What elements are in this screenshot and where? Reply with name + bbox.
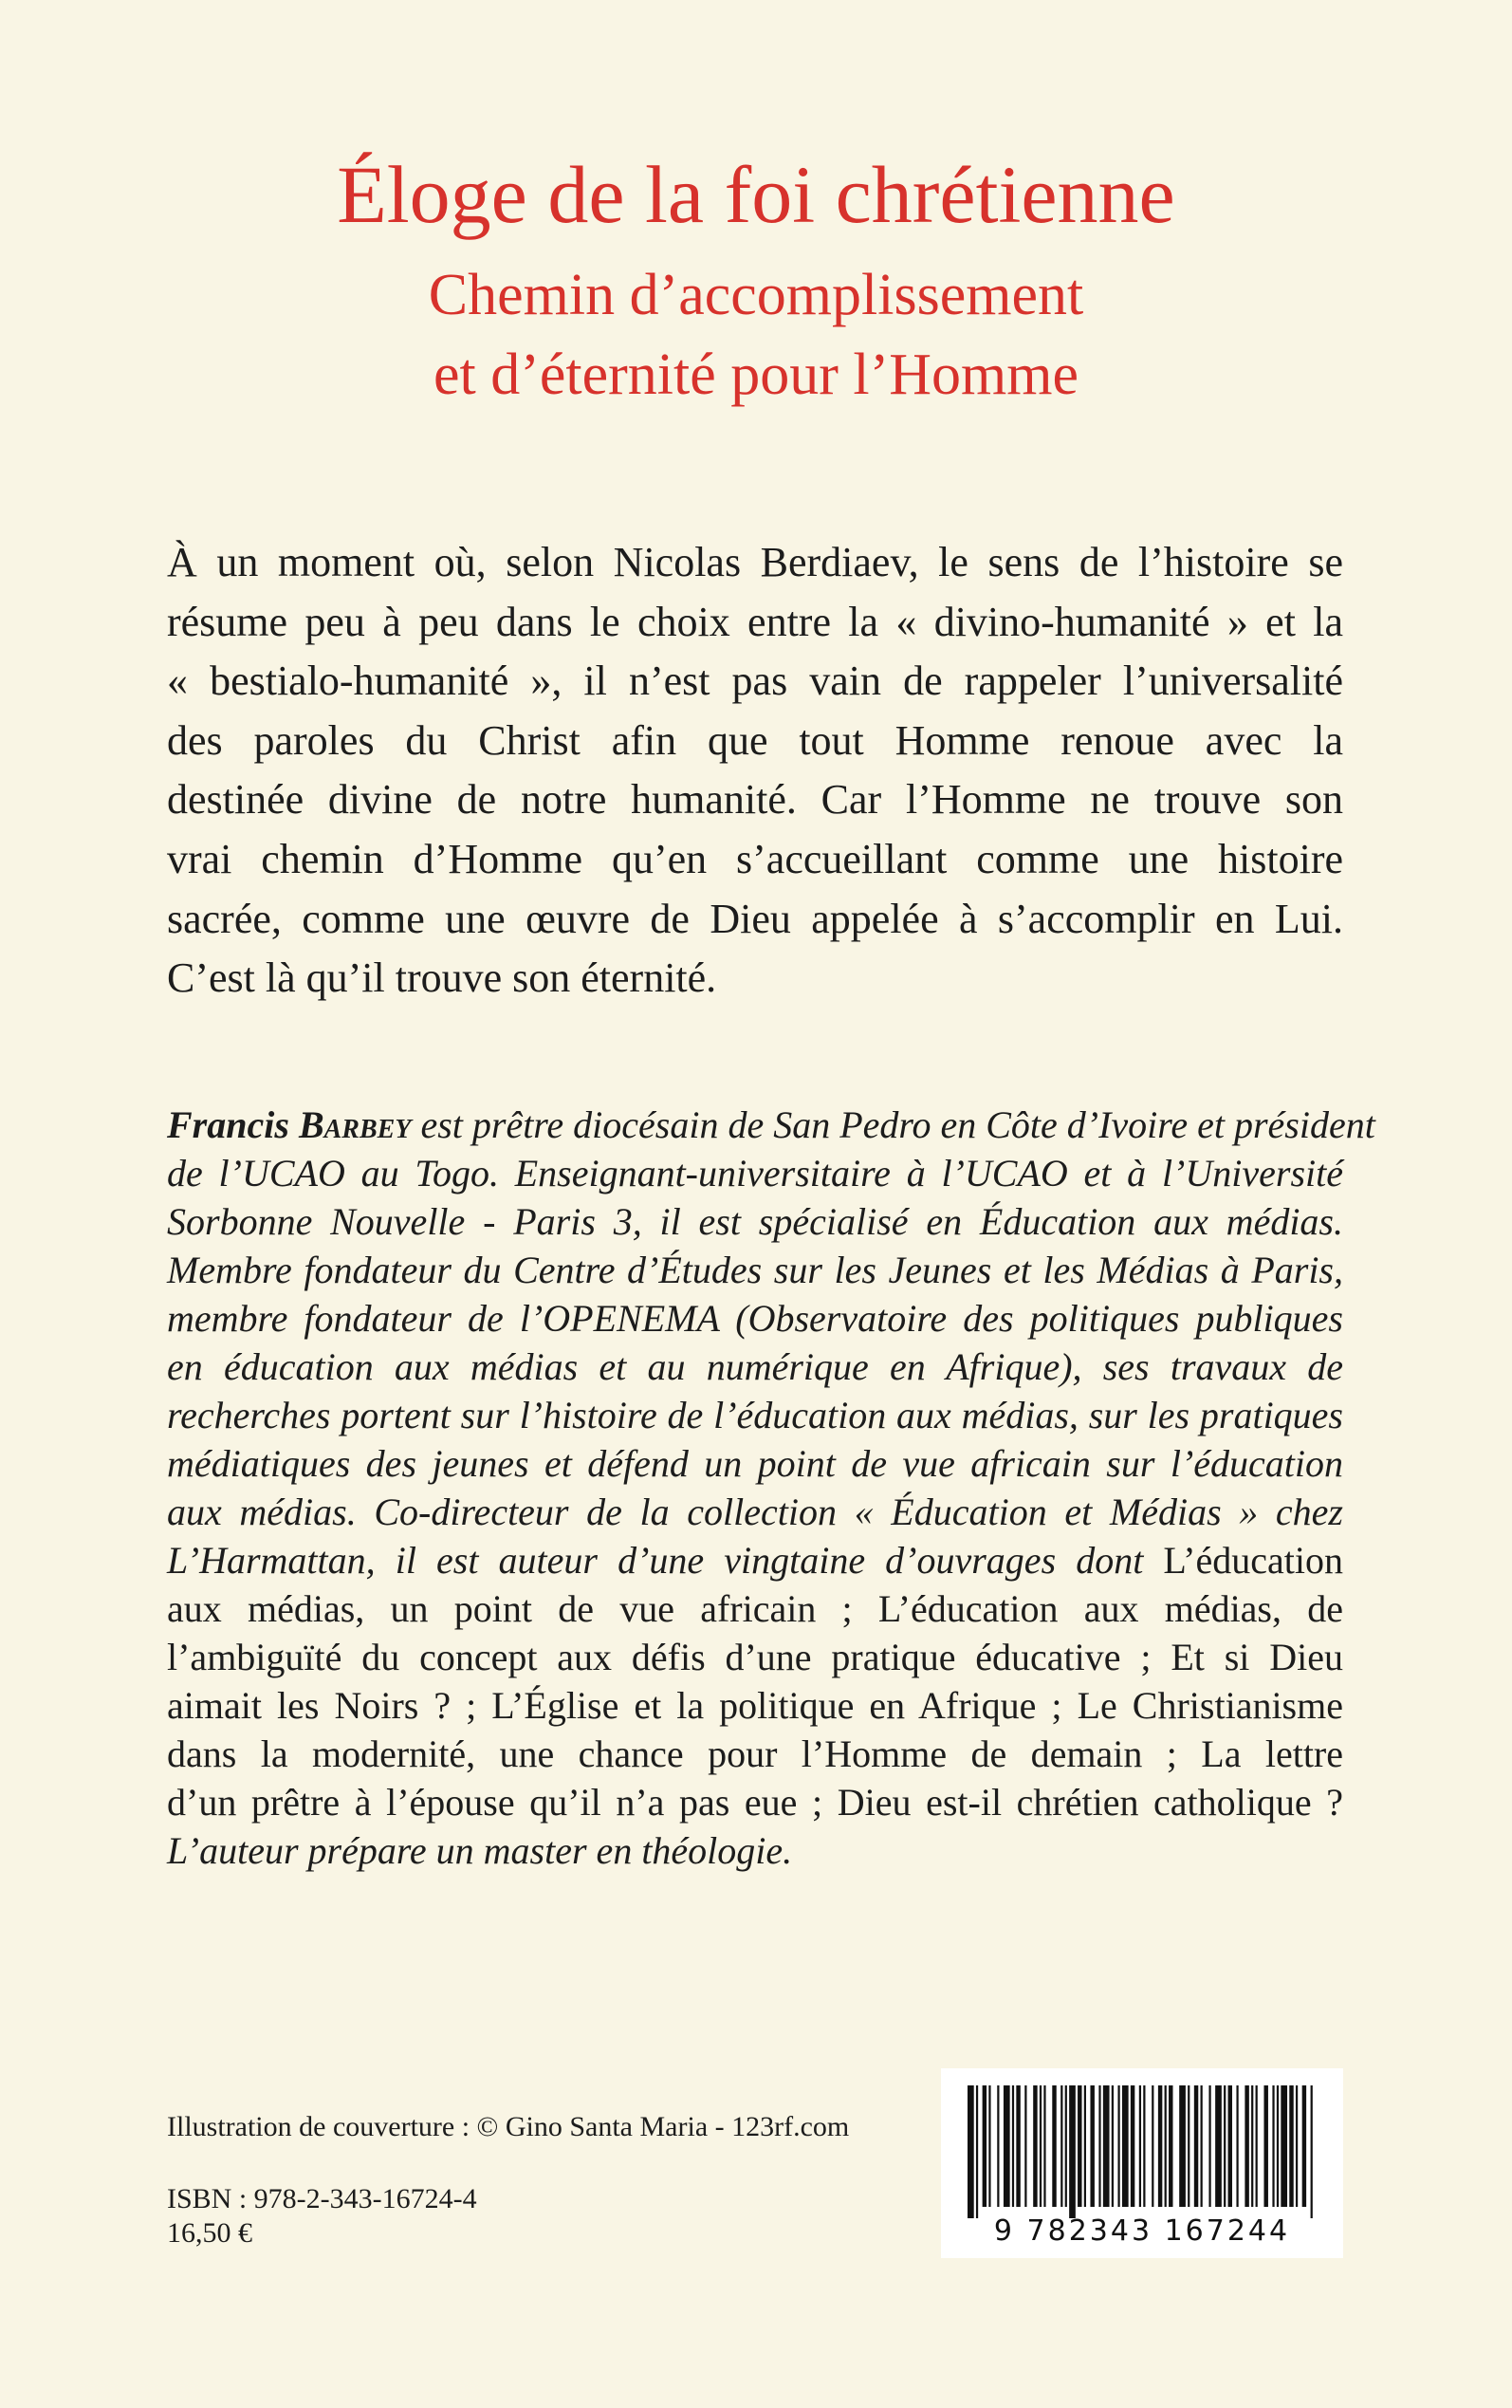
barcode-bar — [1228, 2085, 1232, 2207]
barcode-number: 9 782343 167244 — [993, 2214, 1291, 2248]
barcode-bar — [1256, 2085, 1258, 2207]
book-subtitle — [0, 255, 1512, 415]
bio-line — [167, 1101, 1375, 1149]
summary-line: À un moment où, selon Nicolas Berdiaev, le sens de l’histoire se — [167, 539, 1343, 585]
barcode — [941, 2068, 1343, 2258]
barcode-bar — [1139, 2085, 1141, 2207]
summary-line: C’est là qu’il trouve son éternité. — [167, 954, 717, 1002]
barcode-bar — [1040, 2085, 1042, 2207]
barcode-bar — [1012, 2085, 1014, 2207]
barcode-bar — [1289, 2085, 1293, 2207]
bio-line-1-rest: est prêtre diocésain de San Pedro en Côte d’Ivoire et président — [411, 1103, 1375, 1146]
barcode-bar — [1131, 2085, 1134, 2207]
summary-line: des paroles du Christ afin que tout Homme renoue avec la — [167, 716, 1343, 764]
barcode-bar — [983, 2085, 986, 2207]
barcode-bar — [1194, 2085, 1198, 2207]
summary-line: sacrée, comme une œuvre de Dieu appelée à s’accomplir en Lui. — [167, 895, 1343, 942]
barcode-bar — [1143, 2085, 1145, 2207]
bio-mixed-roman: L’éducation — [1163, 1539, 1343, 1582]
barcode-bar — [1103, 2085, 1110, 2207]
barcode-bar — [1272, 2085, 1274, 2207]
bio-line: en éducation aux médias et au numérique en Afrique), ses travaux de — [167, 1345, 1343, 1388]
bio-line: dans la modernité, une chance pour l’Homme de demain ; La lettre — [167, 1732, 1343, 1775]
author-last-name: Barbey — [298, 1103, 412, 1146]
barcode-bar — [1033, 2085, 1037, 2207]
barcode-bar — [1251, 2085, 1253, 2207]
price: 16,50 € — [167, 2217, 252, 2249]
book-summary — [167, 533, 1343, 1009]
barcode-bar — [1112, 2085, 1114, 2207]
barcode-bar — [1245, 2085, 1248, 2207]
barcode-bar — [1277, 2085, 1279, 2207]
summary-line: résume peu à peu dans le choix entre la « divino-humanité » et la — [167, 598, 1343, 645]
author-first-name: Francis — [167, 1103, 299, 1146]
book-title: Éloge de la foi chrétienne — [337, 149, 1175, 240]
barcode-bar — [1098, 2085, 1100, 2207]
barcode-bar — [1236, 2085, 1238, 2207]
subtitle-line-2: et d’éternité pour l’Homme — [433, 343, 1079, 407]
isbn: ISBN : 978-2-343-16724-4 — [167, 2183, 477, 2214]
author-bio — [167, 1101, 1375, 1875]
bio-line: recherches portent sur l’histoire de l’éducation aux médias, sur les pratiques — [167, 1394, 1343, 1436]
barcode-bar — [1084, 2085, 1086, 2207]
bio-line — [167, 1536, 1343, 1584]
bio-line: aux médias. Co-directeur de la collection « Éducation et Médias » chez — [167, 1491, 1343, 1533]
barcode-bar — [1179, 2085, 1186, 2207]
barcode-bar — [1152, 2085, 1153, 2207]
summary-line: vrai chemin d’Homme qu’en s’accueillant comme une histoire — [167, 835, 1343, 882]
barcode-bar — [1060, 2085, 1062, 2207]
title-block — [0, 147, 1512, 415]
barcode-bar — [1024, 2085, 1026, 2207]
barcode-bar — [1281, 2085, 1287, 2207]
barcode-bar — [1158, 2085, 1162, 2207]
barcode-bar — [997, 2085, 999, 2207]
barcode-bar — [1188, 2085, 1189, 2207]
barcode-bar — [1302, 2085, 1306, 2207]
barcode-bar — [1296, 2085, 1298, 2207]
summary-line: destinée divine de notre humanité. Car l’Homme ne trouve son — [167, 776, 1343, 824]
barcode-bar — [988, 2085, 990, 2207]
barcode-bar — [1078, 2085, 1081, 2207]
barcode-bar — [1263, 2085, 1267, 2207]
bio-line: membre fondateur de l’OPENEMA (Observatoire des politiques publiques — [167, 1297, 1343, 1340]
bio-closing: L’auteur prépare un master en théologie. — [167, 1829, 793, 1872]
barcode-bar — [1224, 2085, 1226, 2207]
bio-mixed-italic: L’Harmattan, il est auteur d’une vingtaine d’ouvrages dont — [167, 1539, 1164, 1582]
barcode-bar — [1069, 2085, 1076, 2218]
barcode-bar — [1052, 2085, 1056, 2207]
bio-line: médiatiques des jeunes et défend un point de vue africain sur l’éducation — [167, 1442, 1343, 1485]
bio-line: aux médias, un point de vue africain ; L’éducation aux médias, de — [167, 1587, 1343, 1630]
barcode-bar — [1311, 2085, 1313, 2218]
barcode-bar — [976, 2085, 978, 2218]
subtitle-line-1: Chemin d’accomplissement — [428, 263, 1084, 327]
barcode-bar — [1004, 2085, 1010, 2207]
barcode-bar — [1016, 2085, 1020, 2207]
bio-line: Membre fondateur du Centre d’Études sur les Jeunes et les Médias à Paris, — [167, 1249, 1343, 1291]
barcode-bar — [1169, 2085, 1172, 2207]
barcode-bar — [1122, 2085, 1129, 2207]
barcode-bar — [1215, 2085, 1222, 2207]
bio-line: Sorbonne Nouvelle - Paris 3, il est spécialisé en Éducation aux médias. — [167, 1200, 1343, 1243]
barcode-bar — [1208, 2085, 1210, 2207]
barcode-bar — [1065, 2085, 1067, 2207]
barcode-bar — [1090, 2085, 1094, 2207]
barcode-bar — [1117, 2085, 1119, 2207]
barcode-bars-icon — [968, 2085, 1317, 2218]
bio-line: de l’UCAO au Togo. Enseignant-universitaire à l’UCAO et à l’Université — [167, 1152, 1343, 1195]
barcode-bar — [1043, 2085, 1045, 2207]
illustration-credit: Illustration de couverture : © Gino Santa Maria - 123rf.com — [167, 2111, 850, 2142]
barcode-bar — [968, 2085, 974, 2218]
summary-line: « bestialo-humanité », il n’est pas vain de rappeler l’universalité — [167, 658, 1343, 705]
barcode-bar — [1201, 2085, 1203, 2207]
bio-line: d’un prêtre à l’épouse qu’il n’a pas eue ; Dieu est-il chrétien catholique ? — [167, 1781, 1343, 1824]
barcode-bar — [1165, 2085, 1167, 2207]
bio-line: aimait les Noirs ? ; L’Église et la politique en Afrique ; Le Christianisme — [167, 1684, 1343, 1727]
bio-line: l’ambiguïté du concept aux défis d’une pratique éducative ; Et si Dieu — [167, 1636, 1343, 1678]
